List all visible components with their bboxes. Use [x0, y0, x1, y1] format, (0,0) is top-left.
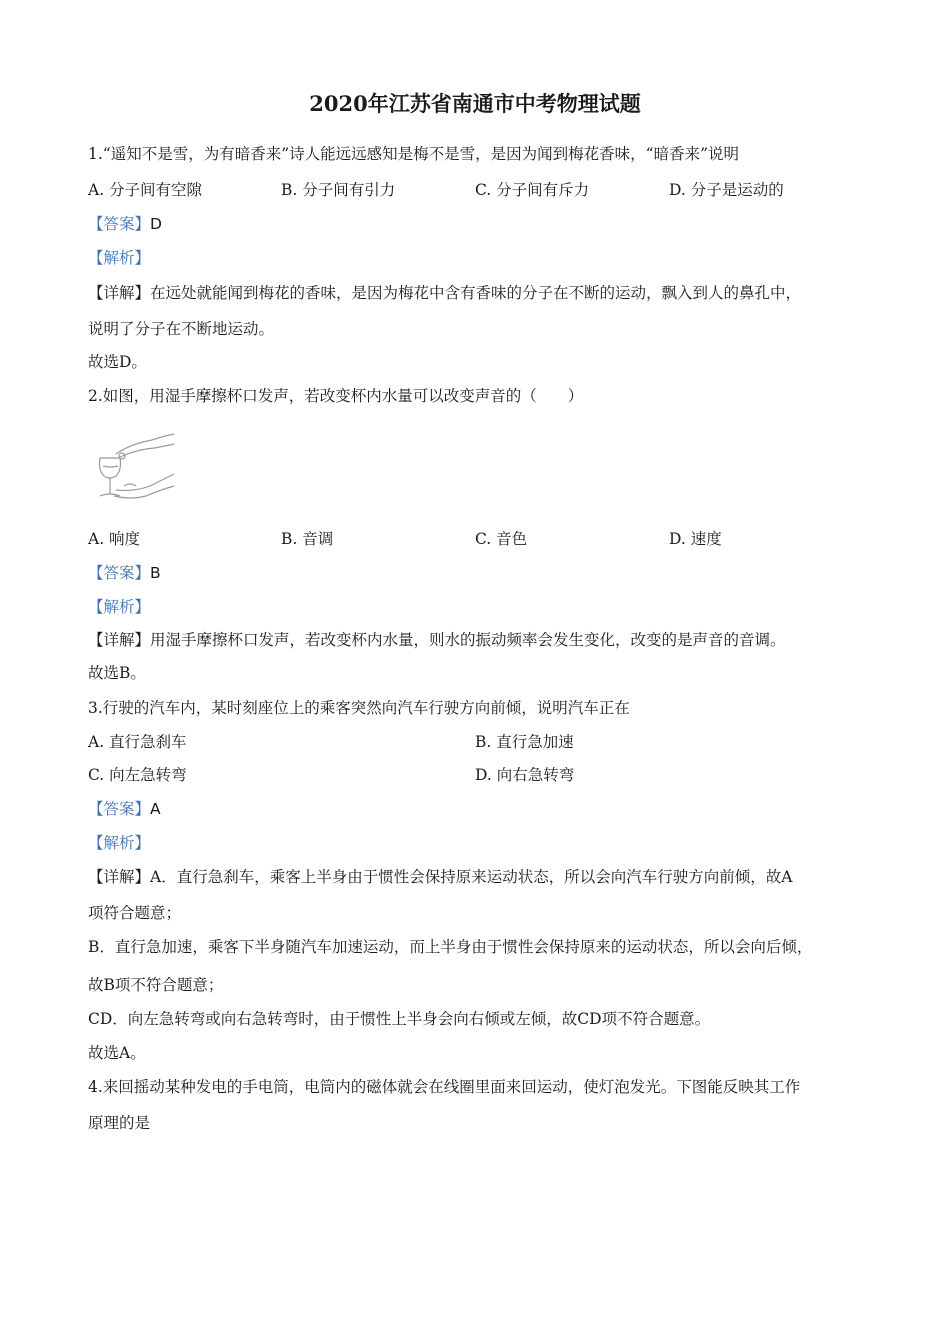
question-2-option-b: B. 音调: [281, 530, 334, 548]
question-1-stem: 1.“遥知不是雪，为有暗香来”诗人能远远感知是梅不是雪，是因为闻到梅花香味，“暗香来”说明: [88, 145, 739, 163]
question-4-stem-line-2: 原理的是: [88, 1114, 151, 1132]
question-3-option-d: D. 向右急转弯: [475, 766, 575, 784]
question-1-detail-line-2: 说明了分子在不断地运动。: [88, 320, 275, 338]
question-3-detail-line-3: B．直行急加速，乘客下半身随汽车加速运动，而上半身由于惯性会保持原来的运动状态，所以会向后倾，: [88, 938, 813, 956]
question-1-detail-line-1: [88, 283, 801, 303]
question-3-choose: 故选A。: [88, 1044, 146, 1062]
question-3-option-b: B. 直行急加速: [475, 733, 574, 751]
question-3-detail-line-1: [88, 867, 792, 887]
analysis-label: 【解析】: [88, 598, 151, 616]
question-1-answer-row: [88, 214, 162, 234]
question-3-stem: 3.行驶的汽车内，某时刻座位上的乘客突然向汽车行驶方向前倾，说明汽车正在: [88, 699, 630, 717]
answer-label: 【答案】: [88, 215, 151, 233]
question-1-option-c: C. 分子间有斥力: [475, 181, 590, 199]
question-2-answer: B: [150, 564, 161, 582]
question-2-detail-line-1: [88, 630, 786, 650]
question-3-detail-line-2: 项符合题意；: [88, 904, 182, 922]
detail-label: 【详解】: [88, 284, 151, 302]
question-1-option-b: B. 分子间有引力: [281, 181, 396, 199]
question-1-choose: 故选D。: [88, 353, 147, 371]
question-2-option-c: C. 音色: [475, 530, 528, 548]
question-2-answer-row: [88, 563, 161, 583]
question-2-detail-text: 用湿手摩擦杯口发声，若改变杯内水量，则水的振动频率会发生变化，改变的是声音的音调。: [150, 631, 786, 649]
question-3-option-c: C. 向左急转弯: [88, 766, 187, 784]
question-3-option-a: A. 直行急刹车: [88, 733, 187, 751]
page-title: 2020年江苏省南通市中考物理试题: [309, 91, 641, 116]
answer-label: 【答案】: [88, 564, 151, 582]
question-1-option-d: D. 分子是运动的: [669, 181, 784, 199]
question-3-detail-line-5: CD．向左急转弯或向右急转弯时，由于惯性上半身会向右倾或左倾，故CD项不符合题意。: [88, 1010, 711, 1028]
analysis-label: 【解析】: [88, 249, 151, 267]
detail-label: 【详解】: [88, 631, 151, 649]
question-1-option-a: A. 分子间有空隙: [88, 181, 203, 199]
question-3-answer-row: [88, 799, 161, 819]
question-3-detail-line-4: 故B项不符合题意；: [88, 976, 224, 994]
analysis-label: 【解析】: [88, 834, 151, 852]
question-2-stem: 2.如图，用湿手摩擦杯口发声，若改变杯内水量可以改变声音的（ ）: [88, 387, 584, 405]
question-1-answer: D: [150, 215, 162, 233]
question-2-choose: 故选B。: [88, 664, 146, 682]
question-2-option-d: D. 速度: [669, 530, 722, 548]
wine-glass-hand-icon: [90, 430, 176, 506]
question-3-answer: A: [150, 800, 161, 818]
question-1-detail-text: 在远处就能闻到梅花的香味，是因为梅花中含有香味的分子在不断的运动，飘入到人的鼻孔中，: [150, 284, 802, 302]
question-2-option-a: A. 响度: [88, 530, 141, 548]
detail-label: 【详解】: [88, 868, 151, 886]
question-3-detail-text: A．直行急刹车，乘客上半身由于惯性会保持原来运动状态，所以会向汽车行驶方向前倾，故A: [150, 868, 793, 886]
question-4-stem-line-1: 4.来回摇动某种发电的手电筒，电筒内的磁体就会在线圈里面来回运动，使灯泡发光。下图能反映其工作: [88, 1078, 801, 1096]
answer-label: 【答案】: [88, 800, 151, 818]
